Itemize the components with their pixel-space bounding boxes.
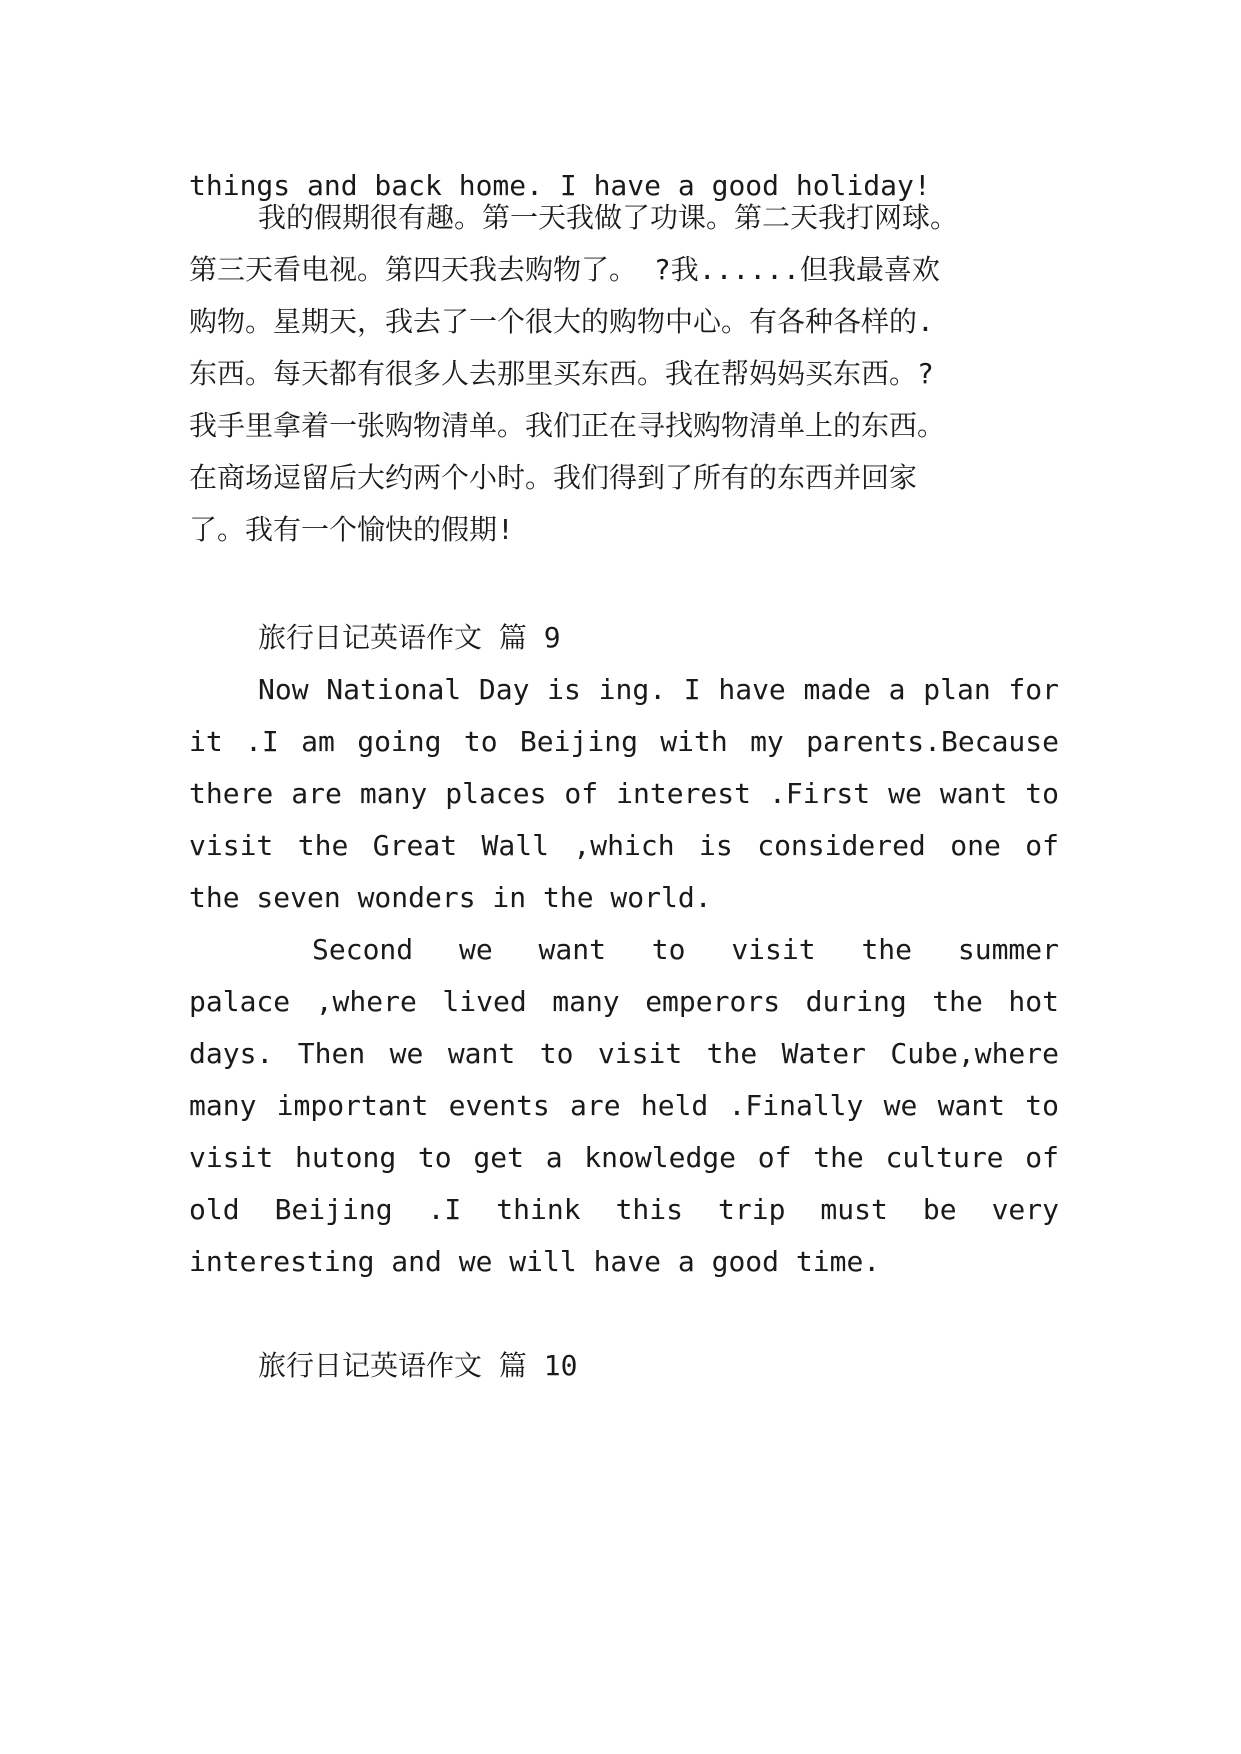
paragraph-line: palace ,where lived many emperors during the hot: [189, 985, 1059, 1018]
paragraph-line: many important events are held .Finally we want to: [189, 1089, 1059, 1122]
paragraph-line: 我手里拿着一张购物清单。我们正在寻找购物清单上的东西。: [189, 409, 946, 442]
paragraph-line: 第三天看电视。第四天我去购物了。 ?我......但我最喜欢: [189, 253, 940, 286]
paragraph-line: there are many places of interest .First we want to: [189, 777, 1059, 810]
paragraph-line: days. Then we want to visit the Water Cube,where: [189, 1037, 1059, 1070]
paragraph-line: the seven wonders in the world.: [189, 881, 712, 914]
paragraph-line: it .I am going to Beijing with my parents.Because: [189, 725, 1059, 758]
paragraph-line: visit hutong to get a knowledge of the culture of: [189, 1141, 1059, 1174]
section-heading-10: 旅行日记英语作文 篇 10: [258, 1349, 578, 1382]
paragraph-line: 了。我有一个愉快的假期!: [189, 513, 514, 546]
paragraph-line: 东西。每天都有很多人去那里买东西。我在帮妈妈买东西。?: [189, 357, 934, 390]
section-heading-9: 旅行日记英语作文 篇 9: [258, 621, 561, 654]
paragraph-line: Second we want to visit the summer: [312, 933, 1059, 966]
paragraph-line: interesting and we will have a good time.: [189, 1245, 881, 1278]
paragraph-line: 在商场逗留后大约两个小时。我们得到了所有的东西并回家: [189, 461, 918, 494]
paragraph-line: Now National Day is ing. I have made a plan for: [258, 673, 1059, 706]
paragraph-line: old Beijing .I think this trip must be very: [189, 1193, 1059, 1226]
paragraph-line: 我的假期很有趣。第一天我做了功课。第二天我打网球。: [258, 201, 959, 234]
paragraph-line: things and back home. I have a good holiday!: [189, 169, 931, 202]
paragraph-line: visit the Great Wall ,which is considered one of: [189, 829, 1059, 862]
paragraph-line: 购物。星期天，我去了一个很大的购物中心。有各种各样的.: [189, 305, 934, 338]
